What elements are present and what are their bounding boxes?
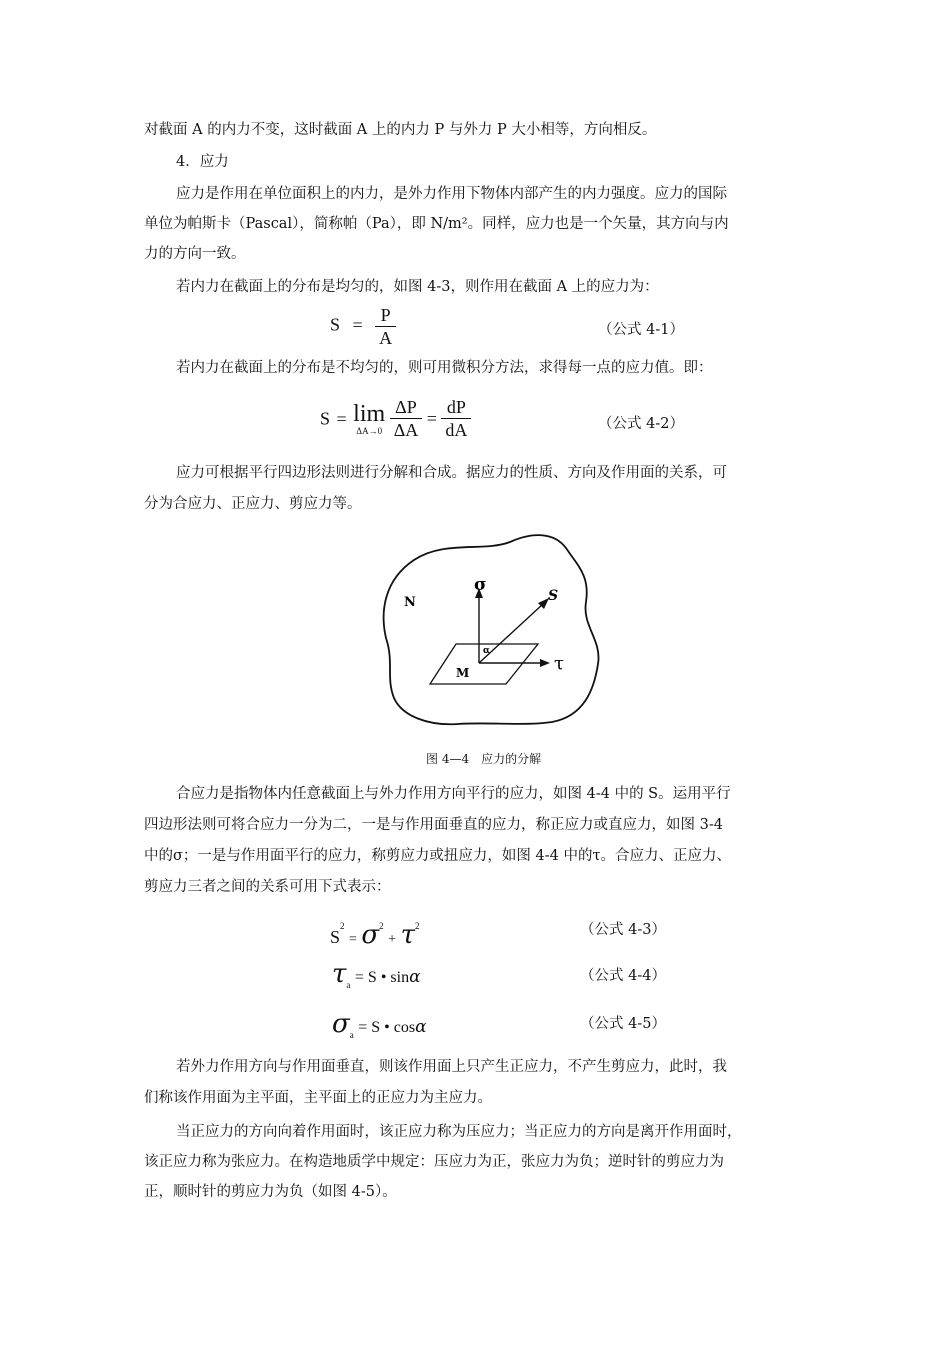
stress-decomposition-figure (376, 526, 608, 730)
formula-rhs: = S • sin (354, 969, 410, 986)
formula-4-1 (330, 304, 396, 349)
formula-fraction (375, 304, 396, 349)
paragraph-line: 若内力在截面上的分布是不均匀的，则可用微积分方法，求得每一点的应力值。即： (176, 360, 713, 376)
formula-plus: + (388, 932, 397, 947)
paragraph-line: 单位为帕斯卡（Pascal），简称帕（Pa），即 N/m²。同样，应力也是一个矢量，其方向与内 (144, 216, 729, 232)
formula-rhs: = S • cos (358, 1019, 416, 1036)
figure-label-alpha: α (483, 646, 490, 656)
formula-alpha: α (415, 1017, 427, 1037)
formula-sigma: σ (361, 920, 380, 950)
formula-s: S (330, 927, 341, 947)
paragraph-line: 们称该作用面为主平面，主平面上的正应力为主应力。 (144, 1090, 492, 1106)
paragraph-line: 四边形法则可将合应力一分为二，一是与作用面垂直的应力，称正应力或直应力，如图 3-4 (144, 817, 723, 833)
formula-label: （公式 4-2） (598, 416, 684, 432)
paragraph-line: 若内力在截面上的分布是均匀的，如图 4-3，则作用在截面 A 上的应力为： (176, 279, 659, 295)
formula-4-4 (332, 959, 421, 995)
formula-4-2 (320, 396, 471, 441)
figure-label-n: N (404, 595, 416, 610)
exponent: 2 (340, 921, 345, 931)
paragraph-line: 中的σ；一是与作用面平行的应力，称剪应力或扭应力，如图 4-4 中的τ。合应力、正应力、 (144, 848, 731, 864)
formula-fraction (441, 396, 471, 441)
formula-label: （公式 4-5） (580, 1016, 666, 1032)
limit-subscript: ΔA→0 (356, 425, 383, 436)
limit-word: lim (353, 400, 386, 427)
figure-label-m: M (456, 666, 470, 680)
formula-label: （公式 4-4） (580, 968, 666, 984)
figure-caption: 图 4—4 应力的分解 (426, 752, 542, 766)
paragraph-line: 若外力作用方向与作用面垂直，则该作用面上只产生正应力，不产生剪应力，此时，我 (176, 1059, 727, 1075)
subscript: a (349, 1030, 354, 1040)
limit-operator (353, 402, 385, 436)
fraction-numerator: dP (441, 396, 471, 419)
formula-sigma: σ (332, 1009, 350, 1039)
paragraph-line: 对截面 A 的内力不变，这时截面 A 上的内力 P 与外力 P 大小相等，方向相反。 (144, 122, 657, 138)
figure-label-sigma: σ (474, 575, 487, 595)
subscript: a (346, 980, 351, 990)
formula-equals: = (352, 314, 363, 335)
exponent: 2 (414, 921, 420, 931)
paragraph-line: 剪应力三者之间的关系可用下式表示： (144, 879, 391, 895)
formula-tau: τ (400, 920, 415, 950)
body-outline (384, 535, 599, 724)
fraction-denominator: ΔA (393, 420, 419, 440)
paragraph-line: 力的方向一致。 (144, 246, 246, 262)
formula-lhs: S (330, 314, 341, 335)
paragraph-line: 应力是作用在单位面积上的内力，是外力作用下物体内部产生的内力强度。应力的国际 (176, 186, 727, 202)
paragraph-line: 正，顺时针的剪应力为负（如图 4-5）。 (144, 1184, 397, 1200)
formula-equals: = (426, 408, 437, 429)
paragraph-line: 该正应力称为张应力。在构造地质学中规定：压应力为正，张应力为负；逆时针的剪应力为 (144, 1154, 724, 1170)
formula-alpha: α (409, 967, 421, 987)
fraction-denominator: A (379, 328, 393, 348)
fraction-denominator: dA (445, 420, 468, 440)
section-heading: 4．应力 (176, 154, 229, 170)
formula-equals: = (336, 408, 347, 429)
formula-equals: = (349, 932, 357, 947)
formula-label: （公式 4-3） (580, 922, 666, 938)
exponent: 2 (379, 921, 384, 931)
formula-fraction (390, 396, 423, 441)
paragraph-line: 分为合应力、正应力、剪应力等。 (144, 496, 362, 512)
fraction-numerator: ΔP (390, 396, 423, 419)
figure-label-s: S (548, 588, 559, 604)
paragraph-line: 合应力是指物体内任意截面上与外力作用方向平行的应力，如图 4-4 中的 S。运用平行 (176, 786, 731, 802)
formula-4-5 (332, 1009, 427, 1045)
formula-4-3 (330, 916, 419, 950)
paragraph-line: 当正应力的方向向着作用面时，该正应力称为压应力；当正应力的方向是离开作用面时， (176, 1124, 742, 1140)
figure-label-tau: τ (554, 653, 564, 674)
formula-label: （公式 4-1） (598, 322, 684, 338)
formula-lhs: S (320, 408, 331, 429)
paragraph-line: 应力可根据平行四边形法则进行分解和合成。据应力的性质、方向及作用面的关系，可 (176, 465, 727, 481)
tau-arrowhead (540, 659, 550, 667)
formula-tau: τ (332, 959, 347, 989)
fraction-numerator: P (375, 304, 396, 327)
